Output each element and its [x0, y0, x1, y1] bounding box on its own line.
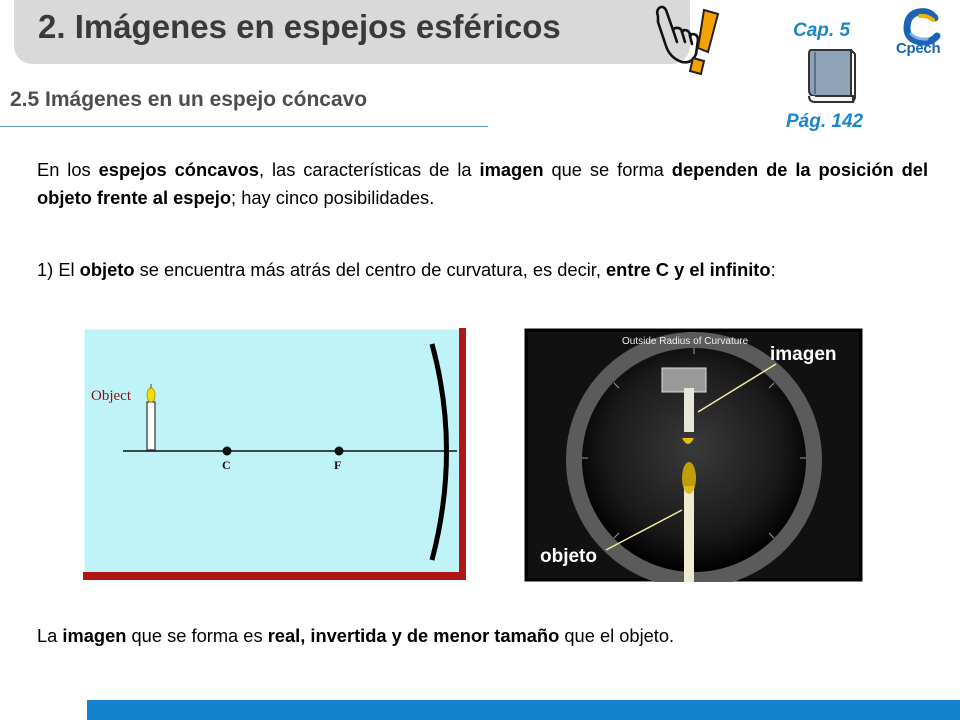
body-text: 1) El: [37, 259, 80, 280]
emphasis-text: objeto: [79, 259, 135, 280]
pointing-hand-exclamation-icon: [648, 2, 722, 78]
emphasis-text: real, invertida y de menor tamaño: [267, 625, 560, 646]
body-text: La: [37, 625, 63, 646]
emphasis-text: imagen: [479, 159, 544, 180]
case-1-paragraph: [37, 256, 928, 284]
object-photo-label: objeto: [540, 546, 597, 567]
body-text: En los: [37, 159, 99, 180]
section-subtitle: 2.5 Imágenes en un espejo cóncavo: [10, 88, 368, 111]
footer-bar: [87, 700, 960, 720]
focal-point: [335, 447, 344, 456]
point-f-label: F: [334, 458, 342, 472]
inverted-image-candle: [684, 388, 694, 432]
conclusion-paragraph: [37, 622, 928, 650]
body-text: , las características de la: [258, 159, 480, 180]
center-of-curvature-point: [223, 447, 232, 456]
body-text: que se forma: [543, 159, 672, 180]
object-label: Object: [91, 388, 131, 404]
body-text: que se forma es: [126, 625, 268, 646]
diagram-background: [85, 330, 466, 579]
concave-mirror-diagram: [83, 328, 467, 580]
experiment-photo: [524, 328, 863, 582]
chapter-reference: Cap. 5: [793, 20, 851, 41]
subtitle-divider: [0, 126, 488, 127]
intro-paragraph: [37, 156, 928, 212]
image-label: imagen: [770, 344, 837, 365]
book-icon: [805, 46, 861, 104]
page-reference: Pág. 142: [786, 111, 864, 132]
body-text: :: [770, 259, 776, 280]
emphasis-text: entre C y el infinito: [606, 259, 771, 280]
candle-body: [147, 402, 155, 450]
object-flame: [682, 462, 696, 494]
page-title: 2. Imágenes en espejos esféricos: [38, 8, 561, 45]
emphasis-text: dependen de la posición del objeto frente al espejo: [37, 159, 929, 208]
point-c-label: C: [222, 458, 231, 472]
candle-flame: [147, 388, 155, 402]
body-text: ; hay cinco posibilidades.: [231, 187, 435, 208]
object-candle: [684, 486, 694, 582]
logo-text: Cpech: [896, 40, 941, 57]
body-text: se encuentra más atrás del centro de curvatura, es decir,: [134, 259, 607, 280]
emphasis-text: espejos cóncavos: [98, 159, 259, 180]
photo-caption: Outside Radius of Curvature: [622, 336, 749, 347]
emphasis-text: imagen: [62, 625, 127, 646]
body-text: que el objeto.: [559, 625, 675, 646]
